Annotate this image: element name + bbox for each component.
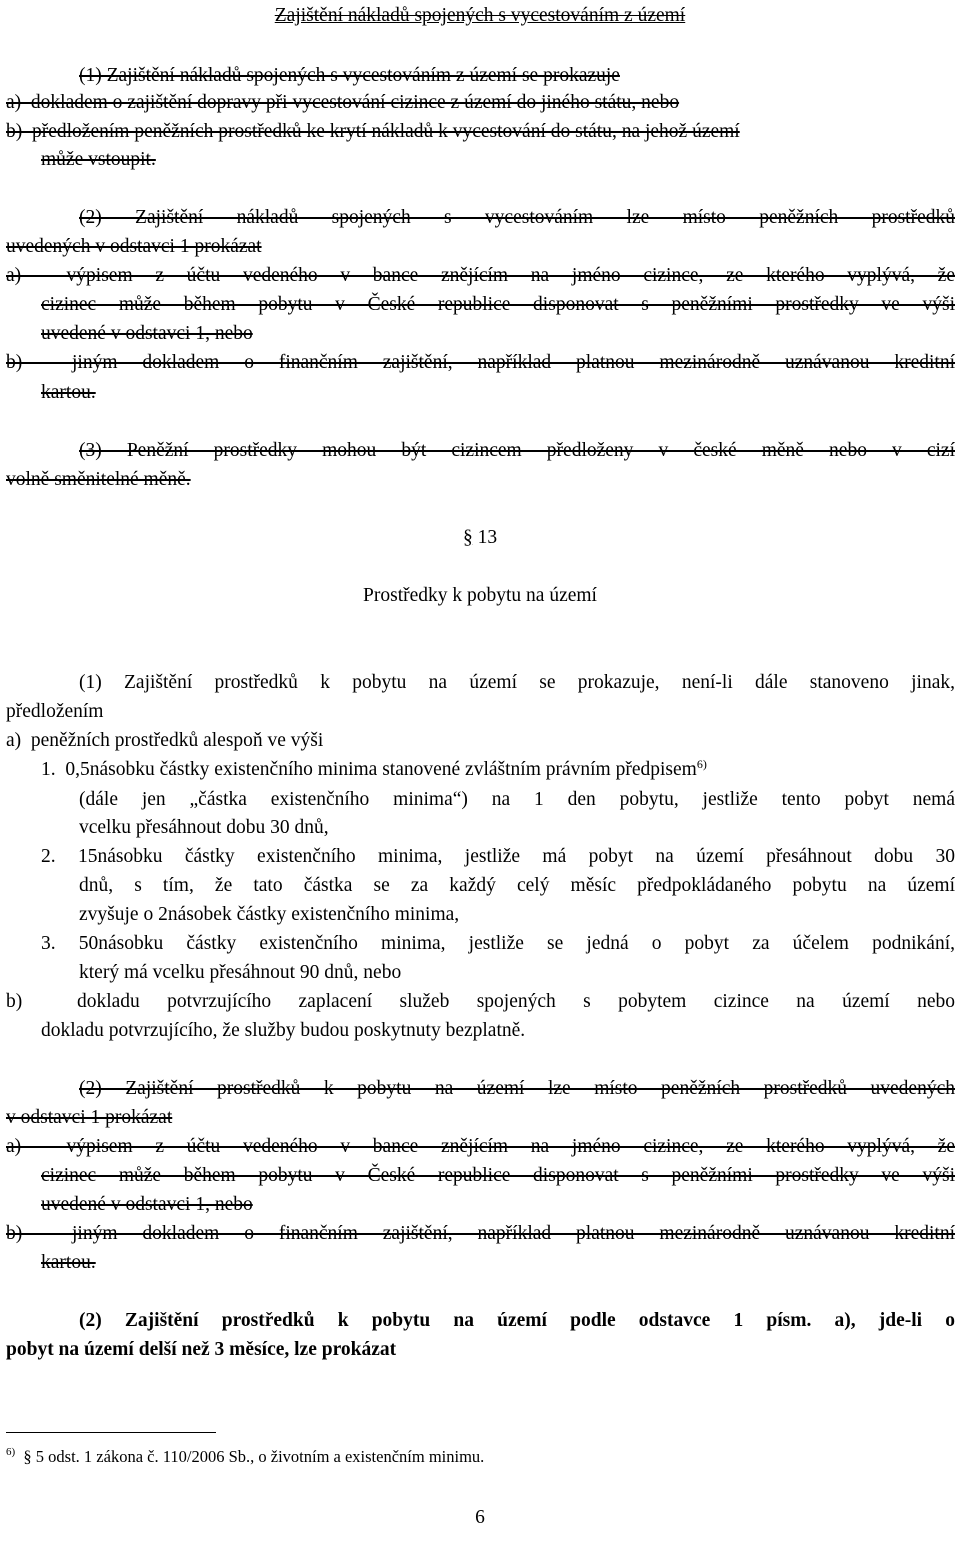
text-line: b) předložením peněžních prostředků ke krytí nákladů k vycestování do státu, na jehož území xyxy=(6,121,740,142)
list-item-text: 1. 0,5násobku částky existenčního minima stanovené zvláštním právním předpisem xyxy=(41,759,697,780)
text-line: a) dokladem o zajištění dopravy při vycestování cizince z území do jiného státu, nebo xyxy=(6,92,680,113)
section-heading: Prostředky k pobytu na území xyxy=(363,585,597,606)
footnote-divider xyxy=(6,1432,216,1433)
text-line: předložením xyxy=(6,701,104,722)
text-line: (1) Zajištění prostředků k pobytu na území se prokazuje, není-li dále stanoveno jinak, xyxy=(79,672,955,693)
text-line: (2) Zajištění nákladů spojených s vycestováním lze místo peněžních prostředků xyxy=(79,207,955,228)
text-line: v odstavci 1 prokázat xyxy=(6,1107,173,1128)
text-line: 3. 50násobku částky existenčního minima, jestliže se jedná o pobyt za účelem podnikání, xyxy=(41,933,955,954)
text-line xyxy=(41,757,707,780)
text-line: (2) Zajištění prostředků k pobytu na území lze místo peněžních prostředků uvedených xyxy=(79,1078,955,1099)
text-line: pobyt na území delší než 3 měsíce, lze prokázat xyxy=(6,1339,397,1360)
text-line: uvedených v odstavci 1 prokázat xyxy=(6,236,262,257)
section-symbol: § xyxy=(462,527,473,548)
text-line: a) výpisem z účtu vedeného v bance znějícím na jméno cizince, ze kterého vyplývá, že xyxy=(6,1136,955,1157)
text-line: uvedené v odstavci 1, nebo xyxy=(41,1194,253,1215)
text-line: může vstoupit. xyxy=(41,149,156,170)
text-line: zvyšuje o 2násobek částky existenčního minima, xyxy=(79,904,460,925)
text-line: kartou. xyxy=(41,1252,96,1273)
text-line: b) dokladu potvrzujícího zaplacení služeb spojených s pobytem cizince na území nebo xyxy=(6,991,955,1012)
footnote-text: § 5 odst. 1 zákona č. 110/2006 Sb., o životním a existenčním minimu. xyxy=(23,1447,485,1466)
text-line: a) výpisem z účtu vedeného v bance znějícím na jméno cizince, ze kterého vyplývá, že xyxy=(6,265,955,286)
text-line: dnů, s tím, že tato částka se za každý celý měsíc předpokládaného pobytu na území xyxy=(79,875,955,896)
footnote-mark: 6) xyxy=(6,1446,16,1458)
text-line: který má vcelku přesáhnout 90 dnů, nebo xyxy=(79,962,402,983)
text-line: (1) Zajištění nákladů spojených s vycestováním z území se prokazuje xyxy=(79,65,620,86)
text-line: (dále jen „částka existenčního minima“) na 1 den pobytu, jestliže tento pobyt nemá xyxy=(79,789,955,810)
text-line: b) jiným dokladem o finančním zajištění, například platnou mezinárodně uznávanou kreditní xyxy=(6,352,955,373)
text-line: volně směnitelné měně. xyxy=(6,469,191,490)
text-line: uvedené v odstavci 1, nebo xyxy=(41,323,253,344)
text-line: cizinec může během pobytu v České republice disponovat s peněžními prostředky ve výši xyxy=(41,1165,955,1186)
text-line: dokladu potvrzujícího, že služby budou poskytnuty bezplatně. xyxy=(41,1020,526,1041)
text-line: a) peněžních prostředků alespoň ve výši xyxy=(6,730,324,751)
text-line: cizinec může během pobytu v České republice disponovat s peněžními prostředky ve výši xyxy=(41,294,955,315)
text-line: vcelku přesáhnout dobu 30 dnů, xyxy=(79,817,329,838)
footnote xyxy=(6,1446,485,1466)
page-number: 6 xyxy=(475,1507,485,1528)
section-title: Zajištění nákladů spojených s vycestováním z území xyxy=(274,5,686,26)
text-line: (3) Peněžní prostředky mohou být cizincem předloženy v české měně nebo v cizí xyxy=(79,440,955,461)
section-number xyxy=(0,528,960,548)
text-line: (2) Zajištění prostředků k pobytu na území podle odstavce 1 písm. a), jde-li o xyxy=(79,1310,955,1331)
footnote-reference: 6) xyxy=(696,757,707,771)
text-line: b) jiným dokladem o finančním zajištění, například platnou mezinárodně uznávanou kreditní xyxy=(6,1223,955,1244)
text-line: 2. 15násobku částky existenčního minima, jestliže má pobyt na území přesáhnout dobu 30 xyxy=(41,846,955,867)
section-number-value: 13 xyxy=(477,527,498,548)
text-line: kartou. xyxy=(41,382,96,403)
